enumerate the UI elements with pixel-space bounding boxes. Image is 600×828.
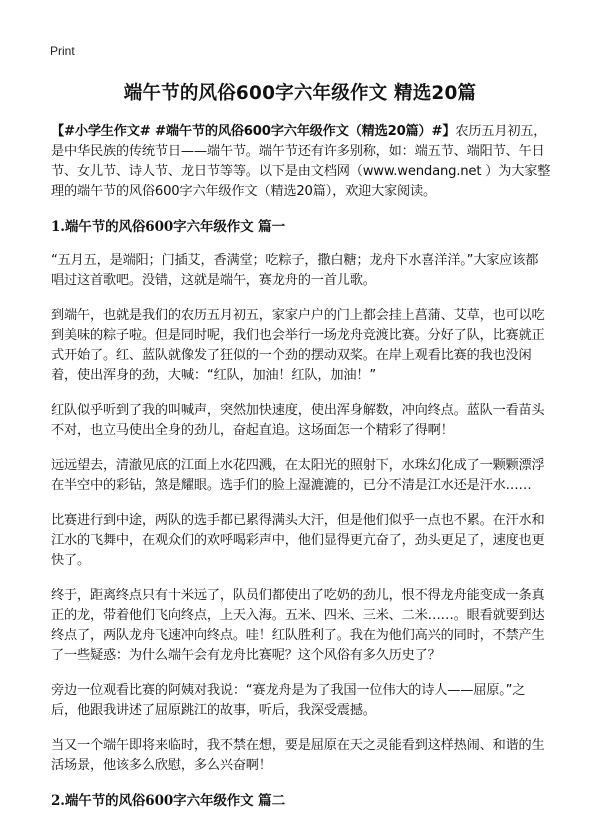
- essay-paragraph: 终于，距离终点只有十米远了，队员们都使出了吃奶的劲儿，恨不得龙舟能变成一条真正的龙，带着他们飞向终点，上天入海。五米、四米、三米、二米……。眼看就要到达终点了，两队龙舟飞速冲向终点。哇！红队胜利了。我在为他们高兴的同时，不禁产生了一些疑惑：为什么端午会有龙舟比赛呢？这个风俗有多久历史了？: [51, 588, 545, 663]
- section-heading: 1.端午节的风俗600字六年级作文 篇一: [51, 219, 285, 235]
- essay-paragraph: 远远望去，清澈见底的江面上水花四溅，在太阳光的照射下，水珠幻化成了一颗颗漂浮在半空中的彩钻，煞是耀眼。选手们的脸上湿漉漉的，已分不清是江水还是汗水……: [51, 458, 545, 493]
- intro-tag-line: 【#小学生作文# #端午节的风俗600字六年级作文（精选20篇）#】: [51, 124, 456, 139]
- essay-paragraph: “五月五，是端阳；门插艾，香满堂；吃粽子，撒白糖；龙舟下水喜洋洋。”大家应该都唱过这首歌吧。没错，这就是端午，赛龙舟的一首儿歌。: [51, 253, 539, 288]
- essay-paragraph: 比赛进行到中途，两队的选手都已累得满头大汗，但是他们似乎一点也不累。在汗水和江水的飞舞中，在观众们的欢呼喝彩声中，他们显得更亢奋了，劲头更足了，速度也更快了。: [51, 513, 545, 568]
- document-body: [51, 122, 551, 825]
- document-title: 端午节的风俗600字六年级作文 精选20篇: [123, 83, 477, 104]
- essay-paragraph: 当又一个端午即将来临时，我不禁在想，要是屈原在天之灵能看到这样热闹、和谐的生活场景，他该多么欣慰，多么兴奋啊！: [51, 738, 545, 773]
- essay-paragraph: 旁边一位观看比赛的阿姨对我说：“赛龙舟是为了我国一位伟大的诗人——屈原。”之后，他跟我讲述了屈原跳江的故事，听后，我深受震撼。: [51, 683, 526, 718]
- section-heading: 2.端午节的风俗600字六年级作文 篇二: [51, 793, 285, 809]
- print-label: Print: [50, 44, 75, 58]
- intro-text: 农历五月初五，是中华民族的传统节日——端午节。端午节还有许多别称，如：端五节、端阳节、午日节、女儿节、诗人节、龙日节等等。以下是由文档网（www.wendang.net ）为大家整理的端午节的风俗600字六年级作文（精选20篇），欢迎大家阅读。: [51, 124, 551, 199]
- essay-paragraph: 红队似乎听到了我的叫喊声，突然加快速度，使出浑身解数，冲向终点。蓝队一看苗头不对，也立马使出全身的劲儿，奋起直追。这场面怎一个精彩了得啊！: [51, 403, 545, 438]
- essay-paragraph: 到端午，也就是我们的农历五月初五，家家户户的门上都会挂上菖蒲、艾草，也可以吃到美味的粽子啦。但是同时呢，我们也会举行一场龙舟竞渡比赛。分好了队，比赛就正式开始了。红、蓝队就像发了狂似的一个劲的摆动双桨。在岸上观看比赛的我也没闲着，使出浑身的劲，大喊：“红队，加油！红队，加油！”: [51, 308, 545, 383]
- intro-paragraph: [51, 122, 551, 202]
